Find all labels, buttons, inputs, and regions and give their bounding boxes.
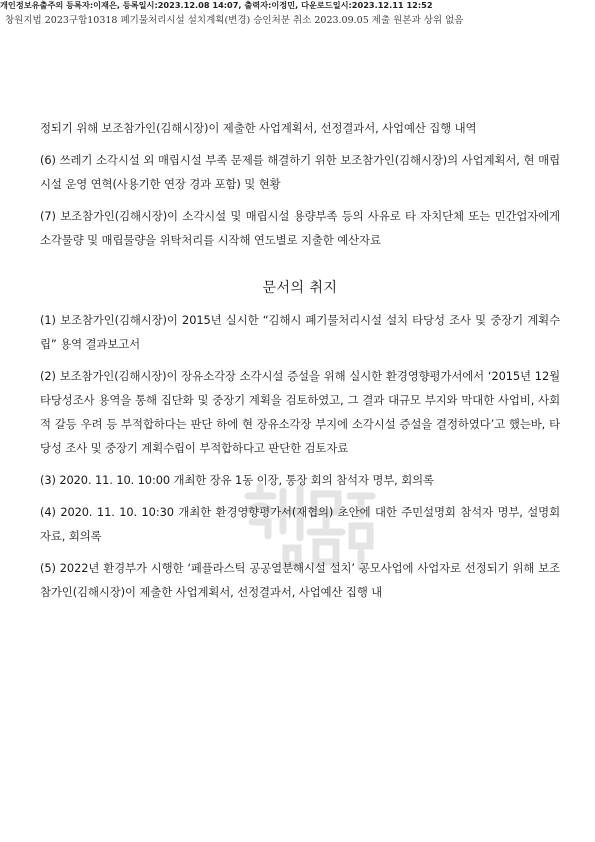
paragraph: (3) 2020. 11. 10. 10:00 개최한 장유 1동 이장, 통장 회의 참석자 명부, 회의록 bbox=[40, 473, 434, 487]
download-info-banner: 개인정보유출주의 등록자:이재은, 등록일시:2023.12.08 14:07, 출력자:이정민, 다운로드일시:2023.12.11 12:52 bbox=[0, 0, 433, 10]
paragraph: 정되기 위해 보조참가인(김해시장)이 제출한 사업계획서, 선정결과서, 사업예산 집행 내역 bbox=[40, 121, 477, 135]
paragraph: (1) 보조참가인(김해시장)이 2015년 실시한 “김해시 폐기물처리시설 설치 타당성 조사 및 중장기 계획수립” 용역 결과보고서 bbox=[40, 313, 560, 351]
case-header: 창원지법 2023구합10318 폐기물처리시설 설치계획(변경) 승인처분 취소 2023.09.05 제출 원본과 상위 없음 bbox=[5, 15, 464, 26]
paragraph: (5) 2022년 환경부가 시행한 ‘페플라스틱 공공열분해시설 설치’ 공모사업에 사업자로 선정되기 위해 보조참가인(김해시장)이 제출한 사업계획서, 선정결과서, 사업예산 집행 내 bbox=[40, 561, 560, 599]
document-body bbox=[40, 116, 560, 604]
section-title: 문서의 취지 bbox=[262, 280, 338, 296]
paragraph: (2) 보조참가인(김해시장)이 장유소각장 소각시설 증설을 위해 실시한 환경영향평가서에서 ‘2015년 12월 타당성조사 용역을 통해 집단화 및 중장기 계획을 검토하였고, 그 결과 대규모 부지와 막대한 사업비, 사회적 갈등 우려 등 부적합하다는 판단 하에 현 장유소각장 부지에 소각시설 증설을 결정하였다’고 했는바, 타당성 조사 및 중장기 계획수립이 부적합하다고 판단한 검토자료 bbox=[40, 369, 560, 455]
paragraph: (6) 쓰레기 소각시설 외 매립시설 부족 문제를 해결하기 위한 보조참가인(김해시장)의 사업계획서, 현 매립시설 운영 연혁(사용기한 연장 경과 포함) 및 현황 bbox=[40, 153, 560, 191]
paragraph: (7) 보조참가인(김해시장)이 소각시설 및 매립시설 용량부족 등의 사유로 타 자치단체 또는 민간업자에게 소각물량 및 매립물량을 위탁처리를 시작해 연도별로 지출한 예산자료 bbox=[40, 209, 560, 247]
paragraph: (4) 2020. 11. 10. 10:30 개최한 환경영향평가서(재협의) 초안에 대한 주민설명회 참석자 명부, 설명회 자료, 회의록 bbox=[40, 505, 560, 543]
